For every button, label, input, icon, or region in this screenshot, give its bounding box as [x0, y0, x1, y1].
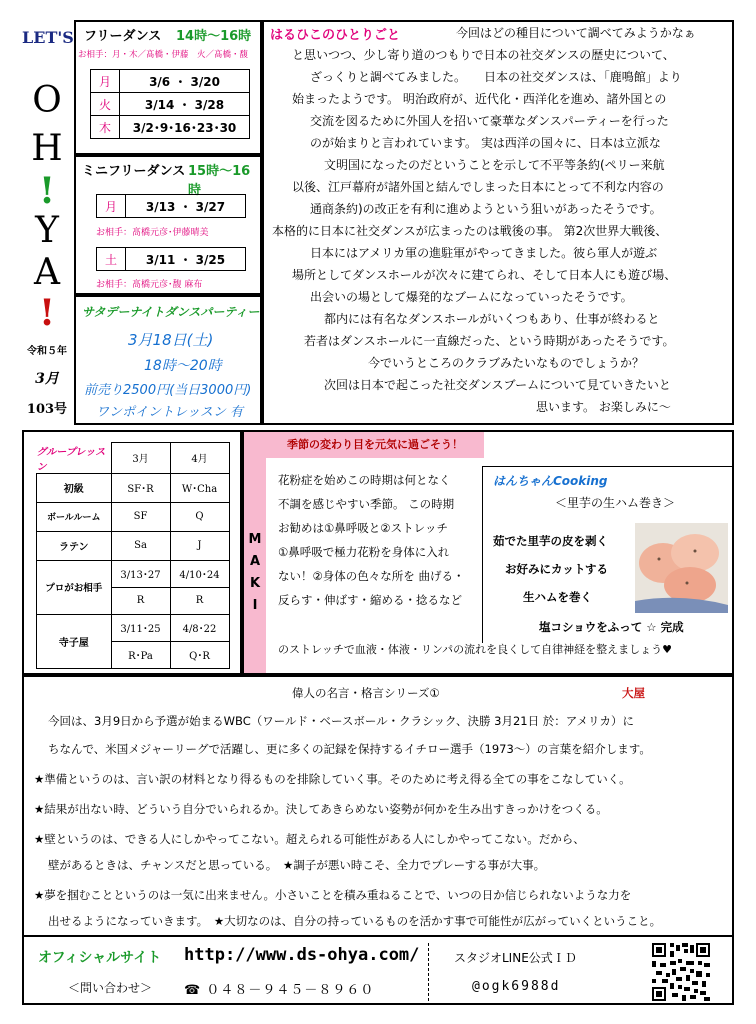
day-cell: 火 — [91, 93, 120, 116]
maki-letter: K — [249, 576, 261, 591]
lesson-march: Sa — [111, 531, 170, 560]
quotes-line: 壁があるときは、チャンスだと思っている。 ★調子が悪い時こそ、全力でプレーする事が大事。 — [48, 858, 546, 872]
season-line: 花粉症を始めこの時期は何となく — [278, 473, 451, 487]
season-line: ない！②身体の色々な所を 曲げる・ — [278, 569, 465, 583]
free-dance-title: フリーダンス — [84, 29, 162, 44]
lesson-april: J — [170, 531, 229, 560]
masthead-letter-a: A — [34, 252, 60, 293]
footer-divider — [428, 943, 429, 1001]
mini-free-title: ミニフリーダンス — [82, 164, 186, 179]
schedule-row — [91, 93, 250, 116]
maki-letter: M — [248, 532, 262, 547]
mini-free-row-2 — [96, 247, 246, 271]
mini-free-row-1 — [96, 194, 246, 218]
header-march: 3月 — [111, 443, 170, 474]
lesson-april: 4/10･24 — [170, 560, 229, 587]
quotes-line: ★結果が出ない時、どういう自分でいられるか。決してあきらめない姿勢が何かを生み出すきっかけをつくる。 — [34, 802, 608, 816]
phone-number: ☎ ０４８－９４５－８９６０ — [184, 983, 375, 998]
masthead-letter-o: O — [32, 80, 62, 121]
masthead-exclaim-2: ! — [39, 292, 55, 334]
season-line: のストレッチで血液・体液・リンパの流れを良くして自律神経を整えましょう♥ — [278, 643, 672, 656]
maki-letter: A — [249, 554, 261, 569]
lesson-march: 3/11･25 — [111, 614, 170, 641]
saturday-party-box — [74, 295, 262, 425]
quotes-line: 出せるようになっていきます。 ★大切なのは、自分の持っているものを活かす事で可能性が広がっていくということ。 — [48, 914, 662, 928]
season-line: 不調を感じやすい季節。 この時期 — [278, 497, 455, 511]
cooking-step: 茹でた里芋の皮を剥く — [493, 534, 608, 548]
essay-line: 出会いの場として爆発的なブームになっていったそうです。 — [310, 290, 633, 304]
group-lesson-box — [22, 430, 242, 675]
dates-cell: 3/14 ・ 3/28 — [120, 93, 250, 116]
essay-line: ざっくりと調べてみました。 日本の社交ダンスは、「鹿鳴館」より — [310, 70, 682, 84]
essay-line: 始まったようです。 明治政府が、近代化・西洋化を進め、諸外国との — [292, 92, 667, 106]
lesson-march: SF — [111, 502, 170, 531]
qr-code-icon[interactable] — [652, 943, 710, 1001]
masthead-month: 3月 — [35, 371, 59, 387]
masthead — [22, 20, 72, 420]
lesson-april: 4/8･22 — [170, 614, 229, 641]
maki-band — [244, 432, 266, 673]
essay-line: 都内には有名なダンスホールがいくつもあり、仕事が終わると — [324, 312, 660, 326]
lesson-march: SF･R — [111, 473, 170, 502]
essay-box — [262, 20, 734, 425]
schedule-row — [91, 116, 250, 139]
dates-cell: 3/13 ・ 3/27 — [126, 195, 246, 218]
quotes-line: ★準備というのは、言い訳の材料となり得るものを排除していく事。そのために考え得る全ての事をこなしていく。 — [34, 772, 631, 786]
quotes-title: 偉人の名言・格言シリーズ① — [292, 686, 440, 700]
lesson-name: ラテン — [37, 531, 112, 560]
masthead-era: 令和５年 — [27, 346, 67, 357]
free-dance-box — [74, 20, 262, 155]
season-line: お勧めは①鼻呼吸と②ストレッチ — [278, 521, 449, 535]
mini-free-time: 15時～16時 — [188, 164, 251, 198]
maki-letter: I — [252, 598, 258, 613]
site-url-link[interactable]: http://www.ds-ohya.com/ — [184, 945, 420, 965]
dates-cell: 3/11 ・ 3/25 — [126, 248, 246, 271]
essay-line: 交流を図るために外国人を招いて豪華なダンスパーティーを行った — [310, 114, 669, 128]
lesson-march: R — [111, 587, 170, 614]
essay-line: 場所としてダンスホールが次々に建てられ、そして日本人にも遊び場、 — [292, 268, 677, 282]
lesson-april: R — [170, 587, 229, 614]
quotes-line: ★壁というのは、できる人にしかやってこない。超えられる可能性がある人にしかやってこない。だから、 — [34, 832, 585, 846]
quotes-line: 今回は、3月9日から予選が始まるWBC（ワールド・ベースボール・クラシック、決勝 3月21日 於：アメリカ）に — [48, 714, 634, 728]
lesson-april: Q･R — [170, 641, 229, 668]
saturday-date: 3月18日(土) — [128, 331, 214, 349]
day-cell: 月 — [91, 70, 120, 93]
essay-line: のが始まりと言われています。 実は西洋の国々に、日本は立派な — [310, 136, 661, 150]
essay-line: 今回はどの種目について調べてみようかなぁ — [456, 26, 696, 40]
essay-line: 以後、江戸幕府が諸外国と結んでしまった日本にとって不利な内容の — [292, 180, 664, 194]
quotes-box — [22, 675, 734, 937]
cooking-step: お好みにカットする — [505, 562, 609, 576]
essay-title: はるひこのひとりごと — [270, 28, 401, 43]
cooking-step: 塩コショウをふって ☆ 完成 — [539, 620, 684, 634]
essay-line: 文明国になったのだということを示して不平等条約(ペリー来航 — [324, 158, 665, 172]
saturday-price: 前売り2500円(当日3000円) — [84, 383, 252, 398]
masthead-letter-y: Y — [35, 210, 59, 251]
free-dance-partners: お相手：月・木／髙橋・伊藤 火／髙橋・馥 — [78, 50, 249, 60]
cooking-subtitle: ＜里芋の生ハム巻き＞ — [555, 496, 676, 510]
lesson-april: W･Cha — [170, 473, 229, 502]
free-dance-time: 14時～16時 — [176, 29, 252, 44]
mini-free-partner-2: お相手：髙橋元彦･馥 麻布 — [96, 280, 203, 290]
footer-box — [22, 935, 734, 1005]
free-dance-schedule — [90, 69, 250, 139]
lesson-april: Q — [170, 502, 229, 531]
saturday-lesson: ワンポイントレッスン 有 — [96, 405, 244, 420]
quotes-line: ★夢を掴むことというのは一気に出来ません。小さいことを積み重ねることで、いつの日か信じられないような力を — [34, 888, 632, 902]
lesson-march: 3/13･27 — [111, 560, 170, 587]
essay-line: 若者はダンスホールに一直線だった、という時期があったそうです。 — [304, 334, 675, 348]
essay-line: 次回は日本で起こった社交ダンスブームについて見ていきたいと — [324, 378, 671, 392]
essay-line: と思いつつ、少し寄り道のつもりで日本の社交ダンスの歴史について、 — [292, 48, 675, 62]
day-cell: 月 — [97, 195, 126, 218]
site-label: オフィシャルサイト — [38, 950, 162, 966]
essay-line: 通商条約)の改正を有利に進めようという狙いがあったそうです。 — [310, 202, 662, 216]
group-lesson-table — [36, 442, 230, 669]
season-line: ①鼻呼吸で極力花粉を身体に入れ — [278, 545, 450, 559]
line-label: スタジオLINE公式ＩＤ — [454, 951, 577, 965]
cooking-box — [482, 466, 734, 643]
saturday-title: サタデーナイトダンスパーティー — [82, 305, 260, 319]
dates-cell: 3/2･9･16･23･30 — [120, 116, 250, 139]
essay-line: 思います。 お楽しみに～ — [536, 400, 671, 414]
season-title: 季節の変わり目を元気に過ごそう！ — [266, 432, 484, 458]
season-line: 反らす・伸ばす・縮める・捻るなど — [278, 593, 462, 607]
masthead-issue: 103号 — [26, 402, 68, 417]
mini-free-dance-box — [74, 155, 262, 295]
masthead-lets: LET'S — [22, 28, 74, 47]
dish-photo — [635, 523, 728, 613]
essay-line: 今でいうところのクラブみたいなものでしょうか？ — [368, 356, 645, 370]
cooking-step: 生ハムを巻く — [523, 590, 592, 604]
masthead-letter-h: H — [31, 128, 63, 169]
dates-cell: 3/6 ・ 3/20 — [120, 70, 250, 93]
lesson-name: プロがお相手 — [37, 560, 112, 614]
lesson-name: ボールルーム — [37, 502, 112, 531]
contact-label: ＜問い合わせ＞ — [68, 981, 153, 995]
header-april: 4月 — [170, 443, 229, 474]
lesson-name: 寺子屋 — [37, 614, 112, 668]
group-lesson-title: グループレッスン — [37, 443, 112, 474]
lesson-name: 初級 — [37, 473, 112, 502]
quotes-line: ちなんで、米国メジャーリーグで活躍し、更に多くの記録を保持するイチロー選手（1973～）の言葉を紹介します。 — [48, 742, 651, 756]
day-cell: 木 — [91, 116, 120, 139]
essay-line: 本格的に日本に社交ダンスが広まったのは戦後の事。 第2次世界大戦後、 — [272, 224, 668, 238]
quotes-author: 大屋 — [622, 686, 645, 700]
line-id: @ogk6988d — [472, 979, 561, 994]
schedule-row — [91, 70, 250, 93]
masthead-exclaim-1: ! — [39, 170, 55, 212]
saturday-time: 18時～20時 — [144, 358, 222, 374]
lesson-march: R･Pa — [111, 641, 170, 668]
essay-line: 日本にはアメリカ軍の進駐軍がやってきました。彼ら軍人が遊ぶ — [310, 246, 658, 260]
mini-free-partner-1: お相手：髙橋元彦･伊藤晴美 — [96, 228, 209, 238]
cooking-title: はんちゃんCooking — [493, 474, 608, 488]
day-cell: 土 — [97, 248, 126, 271]
